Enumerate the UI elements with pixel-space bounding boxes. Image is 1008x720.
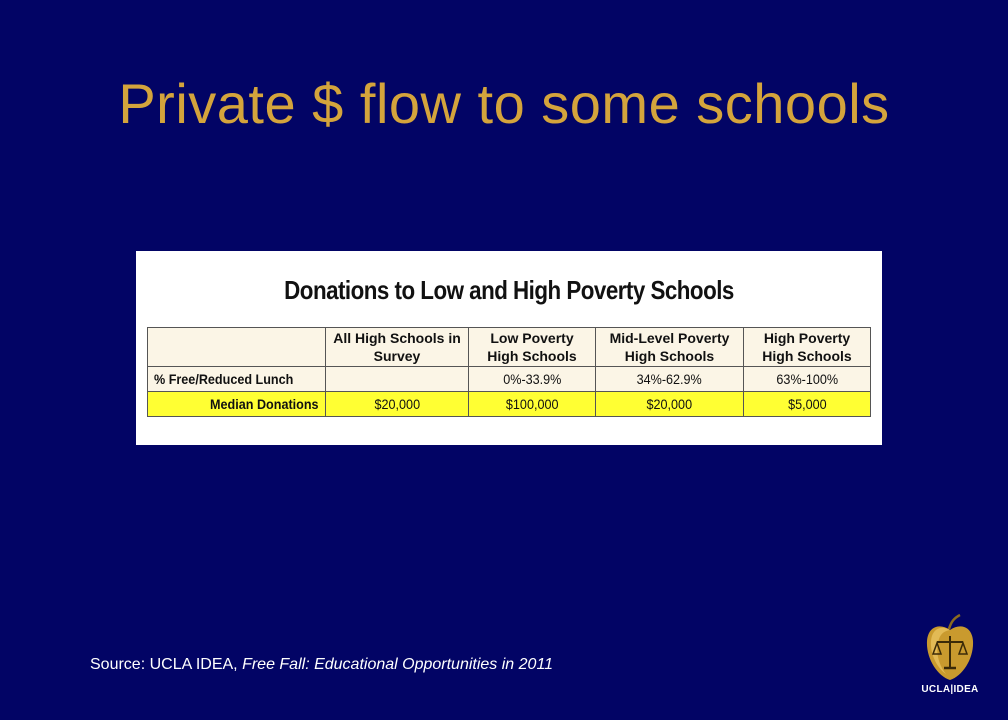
golden-apple-scales-icon	[920, 614, 980, 684]
row-label-text: Median Donations	[210, 396, 319, 412]
cell-text: 63%-100%	[776, 371, 838, 387]
table-cell	[469, 367, 596, 392]
table-cell	[744, 367, 871, 392]
row-label	[148, 367, 326, 392]
source-citation	[90, 656, 553, 674]
row-label-text: % Free/Reduced Lunch	[154, 371, 294, 387]
table-cell	[596, 367, 744, 392]
source-title: Free Fall: Educational Opportunities in 2011	[242, 656, 554, 673]
cell-text: 0%-33.9%	[502, 371, 562, 387]
logo-text: UCLA|IDEA	[921, 684, 979, 695]
donations-table	[147, 327, 871, 417]
table-row-median-donations	[148, 392, 871, 417]
table-header-row	[148, 328, 871, 367]
header-cell-all-schools: All High Schools in Survey	[326, 328, 469, 367]
table-image	[136, 251, 882, 445]
row-label	[148, 392, 326, 417]
table-cell	[596, 392, 744, 417]
table-title: Donations to Low and High Poverty Schools	[284, 275, 734, 305]
table-cell	[326, 392, 469, 417]
cell-text: $100,000	[505, 396, 559, 412]
slide-title: Private $ flow to some schools	[118, 72, 890, 135]
table-row-free-lunch	[148, 367, 871, 392]
table-cell	[744, 392, 871, 417]
table-cell	[469, 392, 596, 417]
cell-text: $20,000	[646, 396, 693, 412]
cell-text: $20,000	[374, 396, 420, 412]
table-cell	[326, 367, 469, 392]
header-cell-high-poverty: High Poverty High Schools	[744, 328, 871, 367]
cell-text: 34%-62.9%	[636, 371, 703, 387]
source-prefix: Source: UCLA IDEA,	[90, 656, 243, 673]
ucla-idea-logo	[920, 614, 980, 698]
header-cell-low-poverty: Low Poverty High Schools	[469, 328, 596, 367]
header-cell-empty	[148, 328, 326, 367]
header-cell-mid-poverty: Mid-Level Poverty High Schools	[596, 328, 744, 367]
cell-text: $5,000	[787, 396, 827, 412]
